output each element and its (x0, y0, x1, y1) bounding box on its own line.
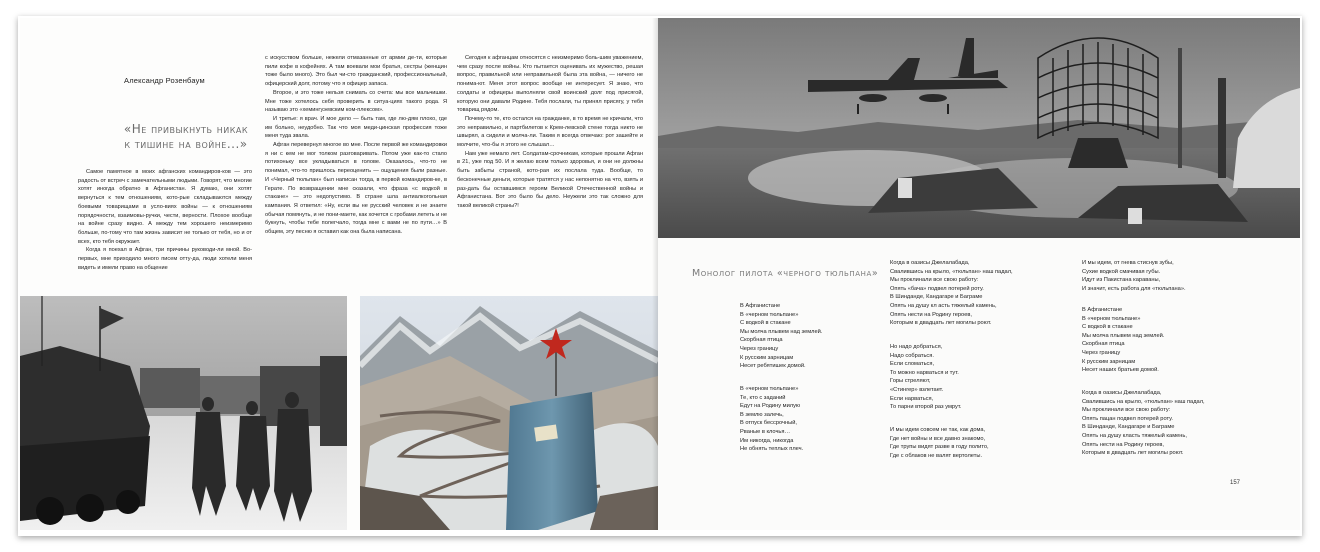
poem-line: И мы идем совсем не так, как дома, (890, 427, 986, 433)
poem-line: К русским зарницам (1082, 358, 1136, 365)
poem-line: Если нарваться, (890, 395, 934, 402)
poem-line: Несет наших братьев домой. (1082, 367, 1159, 374)
poem-line: Через границу (1082, 349, 1121, 356)
poem-line: То парни второй раз умрут. (890, 404, 962, 411)
paragraph: Второе, и это тоже нельзя снимать со счета: мы все мальчишки. Мне тоже хотелось себя проверить в ситуа-циях такого рода. Я называю это «хемингуэевским ком-плексом». (265, 89, 447, 114)
poem-line: Опять на душу класть тяжелый камень, (1082, 432, 1187, 439)
article-column-1 (78, 168, 252, 272)
poem-line: Опять нести на Родину героев, (1082, 441, 1164, 448)
poem-line: В землю залечь, (740, 411, 784, 418)
poem-line: Опять «бача» подвел потерей роту. (890, 285, 984, 292)
headline (106, 122, 266, 152)
poem-stanza (740, 385, 803, 454)
poem-line: К русским зарницам (740, 354, 794, 361)
poem-line: Которым в двадцать лет могилы роют. (890, 320, 992, 327)
poem-line: В Афганистане (740, 303, 781, 309)
paragraph: И третье: я врач. И мое дело — быть там, где лю-дям плохо, где им больно, неудобно. Так что моя меди-цинская профессия тоже меня туда звала. (265, 115, 447, 140)
paragraph: Почему-то те, кто остался на гражданке, в то время не кричали, что это неправильно, и партбилетов к Крем-левской стене тогда никто не швырял, а сидели и молча-ли. Таким я всегда отвечаю: рот зашейте и молчите, что-бы я этого не слышал… (457, 115, 643, 149)
poem-title: Монолог пилота «черного тюльпана» (692, 268, 879, 279)
poem-stanza (890, 426, 989, 460)
poem-line: Им никогда, никогда (740, 437, 794, 444)
poem-line: С водкой в стакане (1082, 324, 1133, 331)
poem-line: В Афганистане (1082, 307, 1123, 313)
poem-line: Сухие водкой смачивая губы. (1082, 268, 1161, 275)
paragraph: Сегодня к афганцам относятся с неизмеримо боль-шим уважением, чем сразу после войны. Кто пытается оценивать их мужество, решая вопрос, правильной или неправильной была эта война, — ничего не понима-ют. Меня этот вопрос вообще не интересует. Я знаю, что солдаты и офицеры выполняли свой воинский долг под присягой, которую они давали Родине. Тебя послали, ты принял присягу, у тебя товарищ рядом. (457, 55, 643, 114)
poem-line: Те, кто с заданий (740, 394, 786, 401)
poem-line: В «черном тюльпане» (1082, 315, 1141, 322)
article-column-2 (265, 54, 447, 237)
poem-line: Через границу (740, 345, 779, 352)
poem-stanza (1082, 306, 1164, 375)
poem-stanza (890, 343, 961, 412)
poem-line: Когда в оазисы Джелалабада, (1082, 390, 1162, 396)
poem-line: Которым в двадцать лет могилы роют. (1082, 450, 1184, 457)
poem-line: Надо собраться. (890, 352, 934, 359)
poem-line: И мы идем, от гнева стиснув зубы, (1082, 260, 1174, 266)
poem-line: Но надо добраться, (890, 344, 943, 350)
poem-line: В Шинданде, Кандагаре и Баграме (890, 294, 983, 301)
poem-line: Мы молча плывем над землей. (1082, 332, 1165, 339)
poem-stanza (1082, 389, 1205, 458)
poem-line: Опять нести на Родину героев, (890, 311, 972, 318)
poem-line: С водкой в стакане (740, 320, 791, 327)
poem-line: Где с облаков не валят вертолеты. (890, 452, 983, 459)
poem-line: Когда в оазисы Джелалабада, (890, 260, 970, 266)
paragraph: с искусством больше, нежели отмазанные от армии де-ти, которые пили кофе в кофейнях. А там воевали мои братья, сестры (женщин тоже было много). Это был чи-сто гражданский, профессиональный, офицерский долг, потому что я офицер запаса. (265, 55, 447, 88)
poem-line: В «черном тюльпане» (740, 311, 799, 318)
poem-line: Не обнять теплых плеч. (740, 446, 804, 453)
headline-line: к тишине на войне...» (124, 137, 248, 151)
poem-line: Если сломаться, (890, 361, 935, 368)
poem-line: Идут из Пакистана караваны, (1082, 277, 1161, 284)
poem-line: В «черном тюльпане» (740, 386, 799, 392)
paragraph: Самое памятное в моих афганских командиров-ков — это радость от встреч с замечательными людьми. Говорят, что многие хотят иногда обратно в Афганистан. Я думаю, они хотят вернуться к тем отношениям, кото-рые складываются между боевыми товарищами в усло-виях войны — к отношениям порядочности, взаимовы-ручки, чести, верности. Плохое вообще на войне сразу видно. А между тем хорошего неизмеримо больше, по-тому что там жизнь зависит не только от тебя, но и от всех, кто тебя окружает. (78, 169, 252, 245)
poem-line: Опять пацан подвел потерей роту. (1082, 415, 1174, 422)
paragraph: Когда я поехал в Афган, три причины руководи-ли мной. Во-первых, мне приходило много писем отту-да, люди хотели меня видеть и имели право на общение (78, 247, 252, 271)
poem-line: И значит, есть работа для «тюльпана». (1082, 285, 1186, 292)
paragraph: Афган перевернул многое во мне. После первой же командировки я ни с кем не мог толком разговаривать. Потом уже как-то стало потихоньку все укладываться в голове. Оказалось, что-то не понимал, что-то пришлось переоценить — ощущения были разные. И «Черный тюльпан» был написан тогда, в первой командиров-ке, в Герате. По возвращении мне сказали, что фраза «с водкой в стакане» — это недопустимо. В стране шла антиалкогольная кампания. Я ответил: «Ну, если вы не русский человек и не знаете обычая помянуть, и не пони-маете, как хочется с гробами лететь и не букнуть, чтобы тебе полегчало, тогда мне с вами не по пути…» В общем, эту песню я оставил как она была написана. (265, 142, 447, 236)
poem-line: Опять на душу кл асть тяжелый камень, (890, 302, 997, 309)
poem-line: Горы стреляют, (890, 378, 931, 385)
left-page (20, 18, 658, 530)
headline-line: «Не привыкнуть никак (123, 122, 249, 136)
airfield-plane-radar-photo-icon (658, 18, 1300, 238)
poem-line: Скорбная птица (740, 337, 783, 344)
poem-line: Свалившись на крыло, «тюльпан» наш падал, (1082, 398, 1205, 405)
poem-line: То можно нарваться и тут. (890, 369, 959, 376)
poem-line: Свалившись на крыло, «тюльпан» наш падал, (890, 268, 1013, 275)
poem-line: Где трупы видят разве в году полито, (890, 444, 989, 451)
poem-stanza (890, 259, 1013, 328)
poem-line: Мы молча плывем над землей. (740, 328, 823, 335)
author-name: Александр Розенбаум (124, 76, 205, 85)
page-number: 157 (1230, 480, 1241, 486)
poem-line: Скорбная птица (1082, 341, 1125, 348)
poem-line: «Стингер» взлетает. (890, 386, 944, 393)
poem-line: Едут на Родину милую (740, 403, 801, 410)
article-column-3 (457, 54, 643, 211)
soldiers-convoy-photo-icon (20, 296, 347, 530)
poem-stanza (740, 302, 822, 371)
poem-line: В отпуск бессрочный, (740, 420, 797, 427)
poem-line: Мы проклинали все свою работу: (1082, 407, 1171, 414)
poem-line: Несет ребятишек домой. (740, 363, 806, 370)
poem-line: Где нет войны и все давно знакомо, (890, 435, 986, 442)
paragraph: Нам уже немало лет. Солдатам-срочникам, которые прошли Афган в 21, уже под 50. И я желаю всем только здоровья, и они не должны быть забыты страной, кото-рая их послала туда. Вообще, то бесконечные деньги, которые тратятся у нас непонятно на что, взять и раз-дать бы оставшимся героям Великой Отечественной войны и Афганистана. Вот это было бы дело. Неужели это так сложно для такой великой страны?! (457, 150, 643, 209)
poem-line: Мы проклинали все свою работу: (890, 277, 979, 284)
poem-line: В Шинданде, Кандагаре и Баграме (1082, 424, 1175, 431)
poem-line: Рваные в клочья… (740, 428, 791, 435)
poem-stanza (1082, 259, 1186, 293)
mountain-pass-memorial-photo-icon (360, 296, 658, 530)
right-page (658, 18, 1300, 530)
